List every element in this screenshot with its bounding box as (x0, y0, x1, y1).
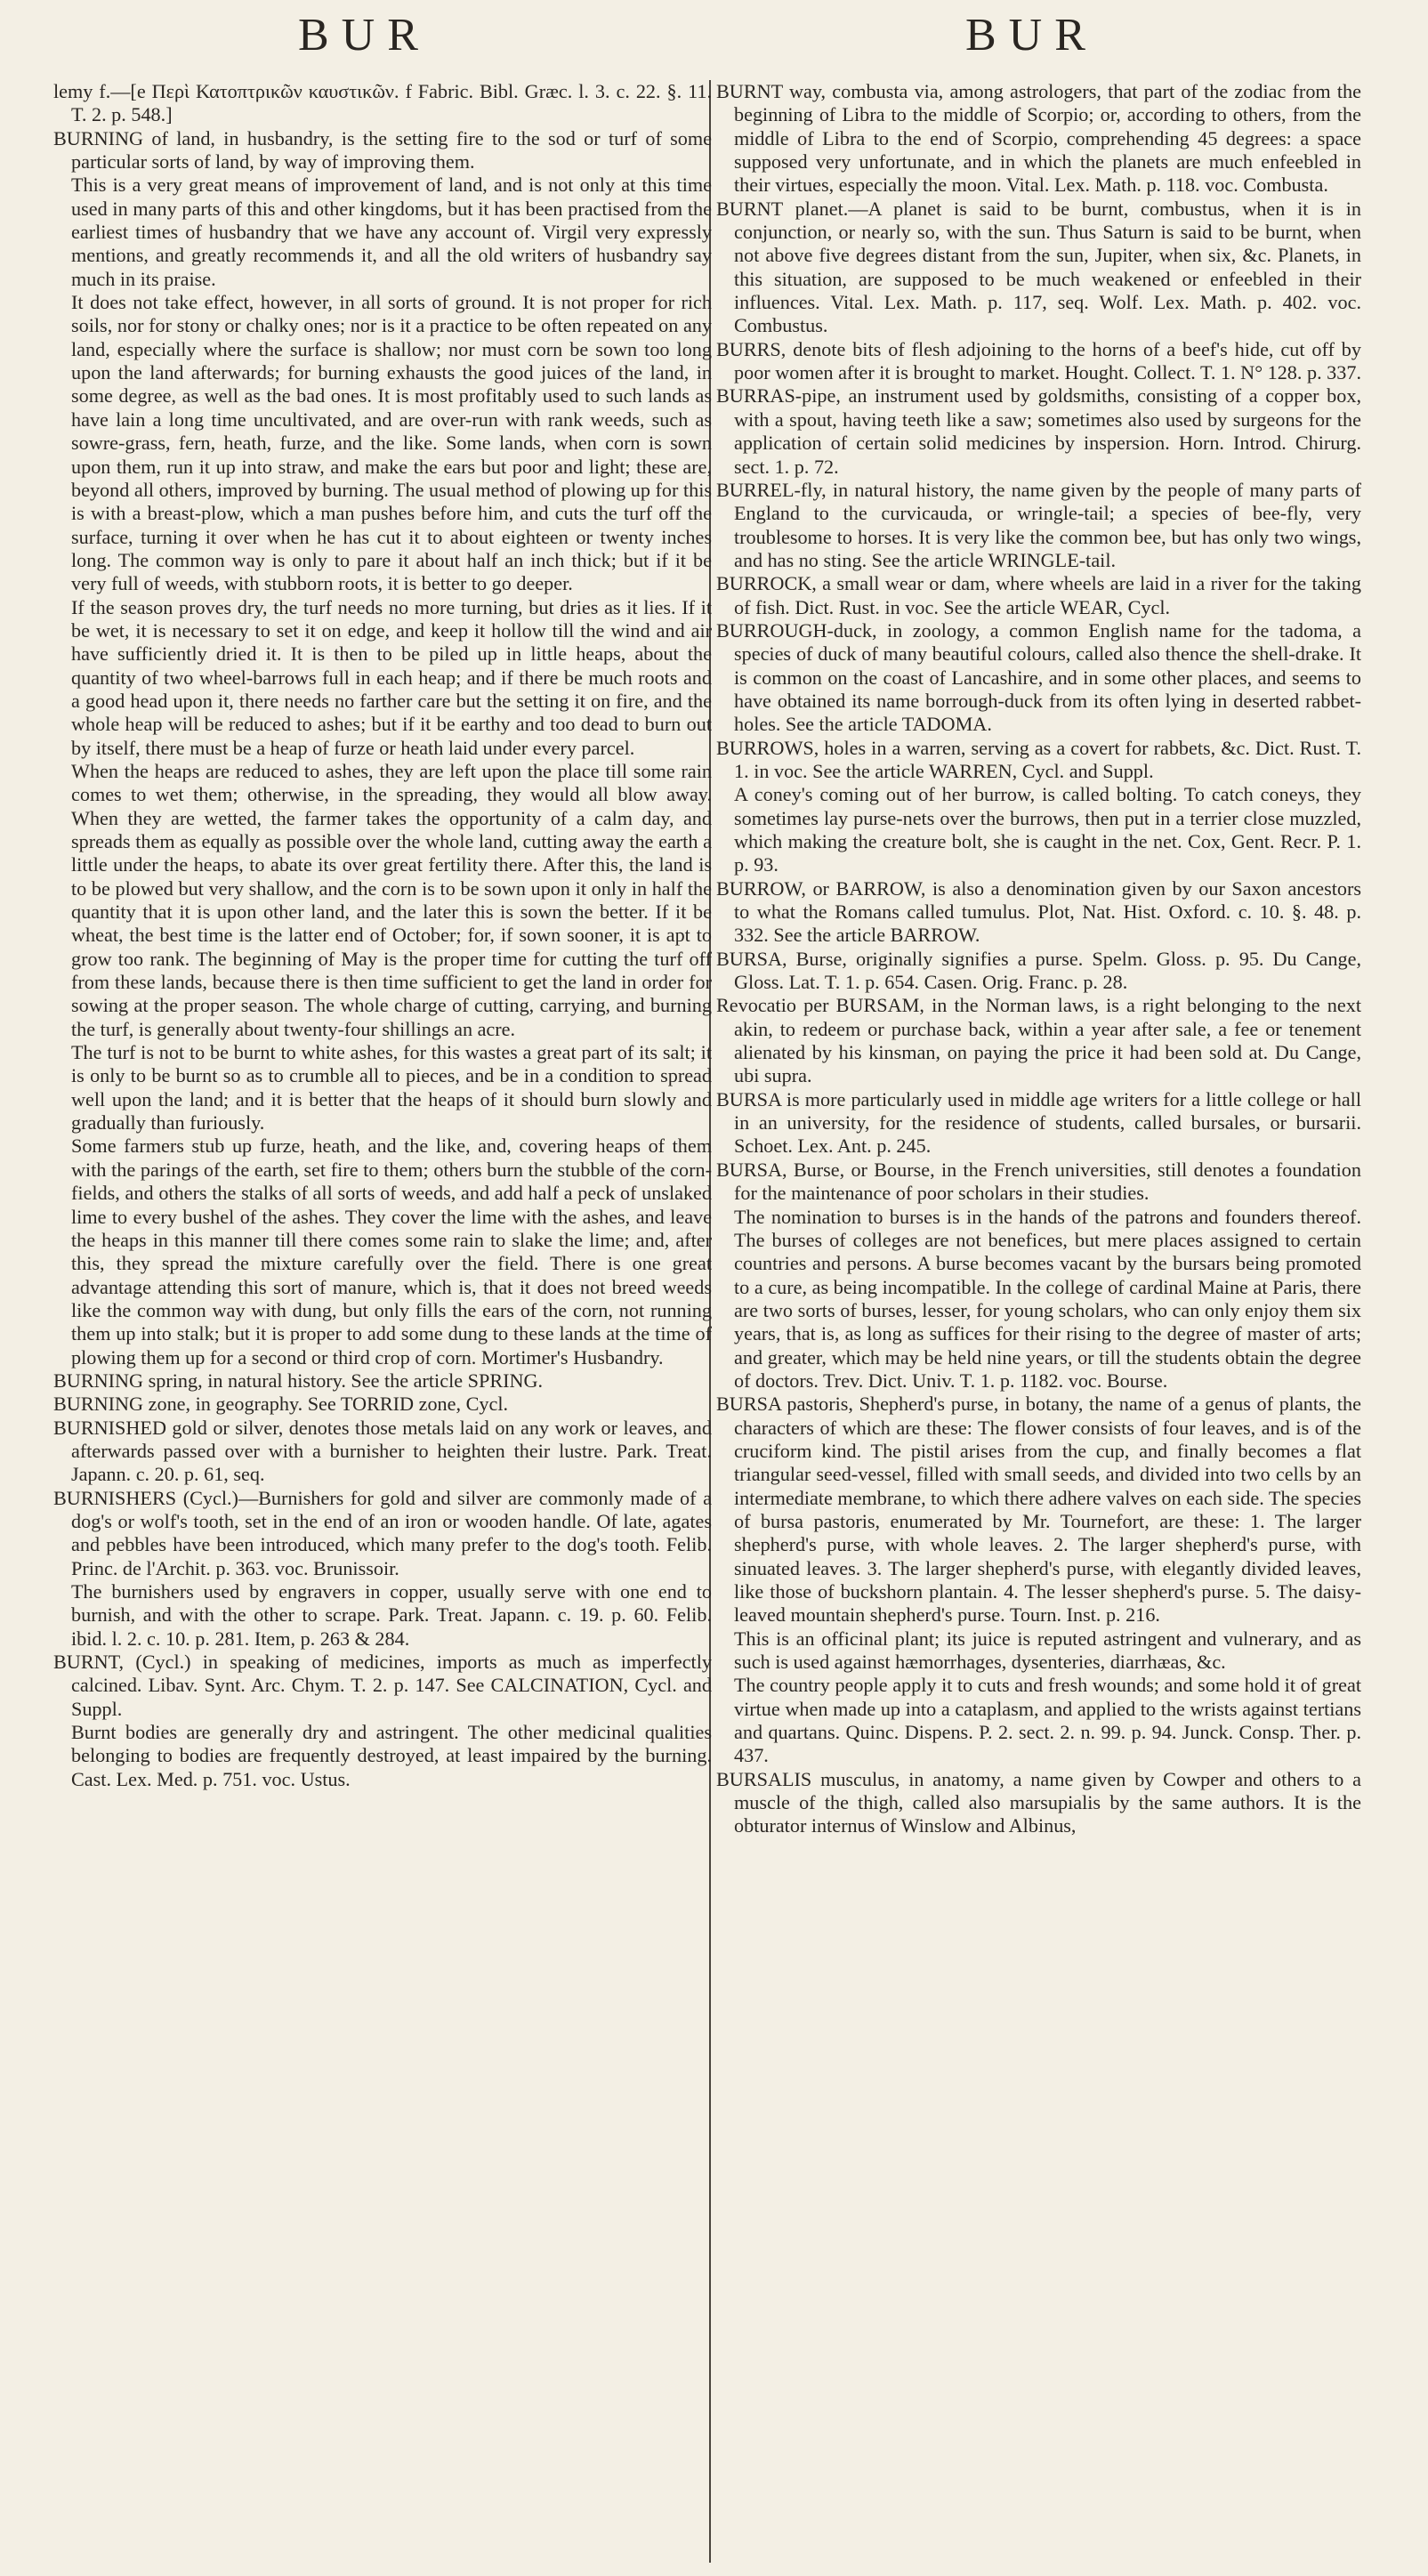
dictionary-entry: BURSA, Burse, originally signifies a purse. Spelm. Gloss. p. 95. Du Cange, Gloss. Lat. T. 1. p. 654. Casen. Orig. Franc. p. 28. (716, 947, 1361, 994)
dictionary-entry: BURNISHED gold or silver, denotes those metals laid on any work or leaves, and afterwards passed over with a burnisher to heighten their lustre. Park. Treat. Japann. c. 20. p. 61, seq. (53, 1416, 712, 1486)
dictionary-entry: BURRS, denote bits of flesh adjoining to the horns of a beef's hide, cut off by poor women after it is brought to market. Hought. Collect. T. 1. N° 128. p. 337. (716, 337, 1362, 384)
entry-paragraph: The country people apply it to cuts and fresh wounds; and some hold it of great virtue when made up into a cataplasm, and applied to the wrists against tertians and quartans. Quinc. Dispens. P. 2. sect. 2. n. 99. p. 94. Junck. Consp. Ther. p. 437. (734, 1674, 1361, 1767)
dictionary-entry: BURROW, or BARROW, is also a denomination given by our Saxon ancestors to what the Romans called tumulus. Plot, Nat. Hist. Oxford. c. 10. §. 48. p. 332. See the article BARROW. (716, 876, 1361, 947)
dictionary-entry: BURSA is more particularly used in middle age writers for a little college or hall in an university, for the residence of students, called bursales, or bursarii. Schoet. Lex. Ant. p. 245. (716, 1087, 1361, 1158)
entry-paragraph: The nomination to burses is in the hands of the patrons and founders thereof. The burses of colleges are not benefices, but mere places assigned to certain countries and persons. A burse becomes vacant by the bursars being promoted to a cure, as being incompatible. In the college of cardinal Maine at Paris, there are two sorts of burses, lesser, for young scholars, who can only enjoy them six years, that is, as long as suffices for their rising to the degree of master of arts; and greater, which may be held nine years, or till the students obtain the degree of doctors. Trev. Dict. Univ. T. 1. p. 1182. voc. Bourse. (734, 1205, 1361, 1392)
running-head-left: BUR (298, 10, 431, 61)
entry-paragraph: It does not take effect, however, in all sorts of ground. It is not proper for rich soils, nor for stony or chalky ones; nor is it a practice to be often repeated on any land, especially where the surface is shallow; nor must corn be sown too long upon the land afterwards; for burning exhausts the good juices of the land, in some degree, as well as the bad ones. It is most profitably used to such lands as have lain a long time uncultivated, and are over-run with rank weeds, such as sowre-grass, fern, heath, furze, and the like. Some lands, when corn is sown upon them, run it up into straw, and make the ears but poor and light; these are, beyond all others, improved by burning. The usual method of plowing up for this is with a breast-plow, which a man pushes before him, and cuts the turf off the surface, turning it over when he has cut it to about eighteen or twenty inches long. The common way is only to pare it about half an inch thick; but if it be very full of weeds, with stubborn roots, it is better to go deeper. (71, 291, 712, 595)
dictionary-entry: BURNT, (Cycl.) in speaking of medicines, imports as much as imperfectly calcined. Libav. Synt. Arc. Chym. T. 2. p. 147. See CALCINATION, Cycl. and Suppl. (53, 1651, 712, 1720)
entry-paragraph: Some farmers stub up furze, heath, and the like, and, covering heaps of them with the parings of the earth, set fire to them; others burn the stubble of the corn-fields, and others the stalks of all sorts of weeds, and add half a peck of unslaked lime to every bushel of the ashes. They cover the lime with the ashes, and leave the heaps in this manner till there comes some rain to slake the lime; and, after this, they spread the mixture carefully over the field. There is one great advantage attending this sort of manure, which is, that it does not breed weeds like the common way with dung, but only fills the ears of the corn, not running them up into stalk; but it is proper to add some dung to these lands at the time of plowing them up for a second or third crop of corn. Mortimer's Husbandry. (71, 1135, 712, 1369)
dictionary-entry: BURNT planet.—A planet is said to be burnt, combustus, when it is in conjunction, or nearly so, with the sun. Thus Saturn is said to be burnt, when not above five degrees distant from the sun, Jupiter, when six, &c. Planets, in this situation, are supposed to be much weakened or enfeebled in their influences. Vital. Lex. Math. p. 117, seq. Wolf. Lex. Math. p. 402. voc. Combustus. (716, 197, 1361, 337)
entry-paragraph: Burnt bodies are generally dry and astringent. The other medicinal qualities belonging to bodies are frequently destroyed, at least impaired by the burning. Cast. Lex. Med. p. 751. voc. Ustus. (71, 1721, 712, 1790)
entry-paragraph: This is an officinal plant; its juice is reputed astringent and vulnerary, and as such is used against hæmorrhages, dysenteries, diarrhæas, &c. (734, 1627, 1361, 1674)
entry-paragraph: The burnishers used by engravers in copper, usually serve with one end to burnish, and with the other to scrape. Park. Treat. Japann. c. 19. p. 60. Felib. ibid. l. 2. c. 10. p. 281. Item, p. 263 & 284. (71, 1580, 712, 1650)
dictionary-entry: BURNING spring, in natural history. See the article SPRING. (53, 1369, 544, 1392)
entry-paragraph: This is a very great means of improvement of land, and is not only at this time used in many parts of this and other kingdoms, but it has been practised from the earliest times of husbandry that we have any account of. Virgil very expressly mentions, and greatly recommends it, and all the old writers of husbandry say much in its praise. (71, 174, 712, 290)
dictionary-entry: BURROUGH-duck, in zoology, a common English name for the tadoma, a species of duck of many beautiful colours, called also thence the shell-drake. It is common on the coast of Lancashire, and in some other places, and seems to have obtained its name borrough-duck from its often lying in deserted rabbet-holes. See the article TADOMA. (716, 618, 1361, 736)
dictionary-entry: lemy f.—[e Περὶ Κατοπτρικῶν καυστικῶν. f Fabric. Bibl. Græc. l. 3. c. 22. §. 11. T. 2. p. 548.] (53, 80, 712, 126)
entry-paragraph: When the heaps are reduced to ashes, they are left upon the place till some rain comes to wet them; otherwise, in the spreading, they would all blow away. When they are wetted, the farmer takes the opportunity of a calm day, and spreads them as equally as possible over the whole land, cutting away the earth a little under the heaps, to abate its over great fertility there. After this, the land is to be plowed but very shallow, and the corn is to be sown upon it only in half the quantity that it is upon other land, and the later this is sown the better. If it be wheat, the best time is the latter end of October; for, if sown sooner, it is apt to grow too rank. The beginning of May is the proper time for cutting the turf off from these lands, because there is then time sufficient to get the land in order for sowing at the proper season. The whole charge of cutting, carrying, and burning the turf, is generally about twenty-four shillings an acre. (71, 759, 712, 1040)
dictionary-entry: BURSALIS musculus, in anatomy, a name given by Cowper and others to a muscle of the thigh, called also marsupialis by the same authors. It is the obturator internus of Winslow and Albinus, (716, 1767, 1361, 1837)
dictionary-entry: Revocatio per BURSAM, in the Norman laws, is a right belonging to the next akin, to redeem or purchase back, within a year after sale, a fee or tenement alienated by his kinsman, on paying the price it had been sold at. Du Cange, ubi supra. (716, 994, 1361, 1087)
dictionary-entry: BURREL-fly, in natural history, the name given by the people of many parts of England to the curvicauda, or wringle-tail; a species of bee-fly, very troublesome to horses. It is very like the common bee, but has only two wings, and has no sting. See the article WRINGLE-tail. (716, 478, 1361, 571)
dictionary-entry: BURNING of land, in husbandry, is the setting fire to the sod or turf of some particular sorts of land, by way of improving them. (53, 126, 712, 174)
left-column (53, 80, 712, 1791)
dictionary-entry: BURROWS, holes in a warren, serving as a covert for rabbets, &c. Dict. Rust. T. 1. in voc. See the article WARREN, Cycl. and Suppl. (716, 736, 1361, 782)
right-column (716, 80, 1361, 1838)
dictionary-entry: BURSA, Burse, or Bourse, in the French universities, still denotes a foundation for the maintenance of poor scholars in their studies. (716, 1158, 1361, 1205)
running-head-right: BUR (965, 10, 1098, 61)
entry-paragraph: A coney's coming out of her burrow, is called bolting. To catch coneys, they sometimes lay purse-nets over the burrows, then put in a terrier close muzzled, which making the creature bolt, she is caught in the net. Cox, Gent. Recr. P. 1. p. 93. (734, 783, 1361, 876)
dictionary-entry: BURNING zone, in geography. See TORRID zone, Cycl. (53, 1393, 509, 1416)
dictionary-entry: BURNISHERS (Cycl.)—Burnishers for gold and silver are commonly made of a dog's or wolf's tooth, set in the end of an iron or wooden handle. Of late, agates and pebbles have been introduced, which many prefer to the dog's tooth. Felib. Princ. de l'Archit. p. 363. voc. Brunissoir. (53, 1486, 712, 1579)
dictionary-entry: BURSA pastoris, Shepherd's purse, in botany, the name of a genus of plants, the characters of which are these: The flower consists of four leaves, and is of the cruciform kind. The pistil arises from the cup, and finally becomes a flat triangular seed-vessel, filled with small seeds, and divided into two cells by an intermediate membrane, to which there adhere valves on each side. The species of bursa pastoris, enumerated by Mr. Tournefort, are these: 1. The larger shepherd's purse, with whole leaves. 2. The larger shepherd's purse, with sinuated leaves. 3. The larger shepherd's purse, with elegantly divided leaves, like those of buckshorn plantain. 4. The lesser shepherd's purse. 5. The daisy-leaved mountain shepherd's purse. Tourn. Inst. p. 216. (716, 1393, 1361, 1627)
entry-paragraph: The turf is not to be burnt to white ashes, for this wastes a great part of its salt; it is only to be burnt so as to crumble all to pieces, and be in a condition to spread well upon the land; and it is better that the heaps of it should burn slowly and gradually than furiously. (71, 1041, 712, 1135)
dictionary-entry: BURNT way, combusta via, among astrologers, that part of the zodiac from the beginning of Libra to the middle of Scorpio; or, according to others, from the middle of Libra to the end of Scorpio, comprehending 45 degrees: a space supposed very unfortunate, and in which the planets are much enfeebled in their virtues, especially the moon. Vital. Lex. Math. p. 118. voc. Combusta. (716, 80, 1361, 197)
running-head (0, 9, 1428, 71)
dictionary-entry: BURROCK, a small wear or dam, where wheels are laid in a river for the taking of fish. Dict. Rust. in voc. See the article WEAR, Cycl. (716, 572, 1361, 618)
entry-paragraph: If the season proves dry, the turf needs no more turning, but dries as it lies. If it be wet, it is necessary to set it on edge, and keep it hollow till the wind and air have sufficiently dried it. It is then to be piled up in little heaps, about the quantity of two wheel-barrows full in each heap; and if there be much roots and a good head upon it, there needs no farther care but the setting it on fire, and the whole heap will be reduced to ashes; but if it be earthy and too dead to burn out by itself, there must be a heap of furze or heath laid under every parcel. (71, 595, 712, 759)
dictionary-entry: BURRAS-pipe, an instrument used by goldsmiths, consisting of a copper box, with a spout, having teeth like a saw; sometimes also used by surgeons for the application of certain solid medicines by inspersion. Horn. Introd. Chirurg. sect. 1. p. 72. (716, 384, 1361, 478)
